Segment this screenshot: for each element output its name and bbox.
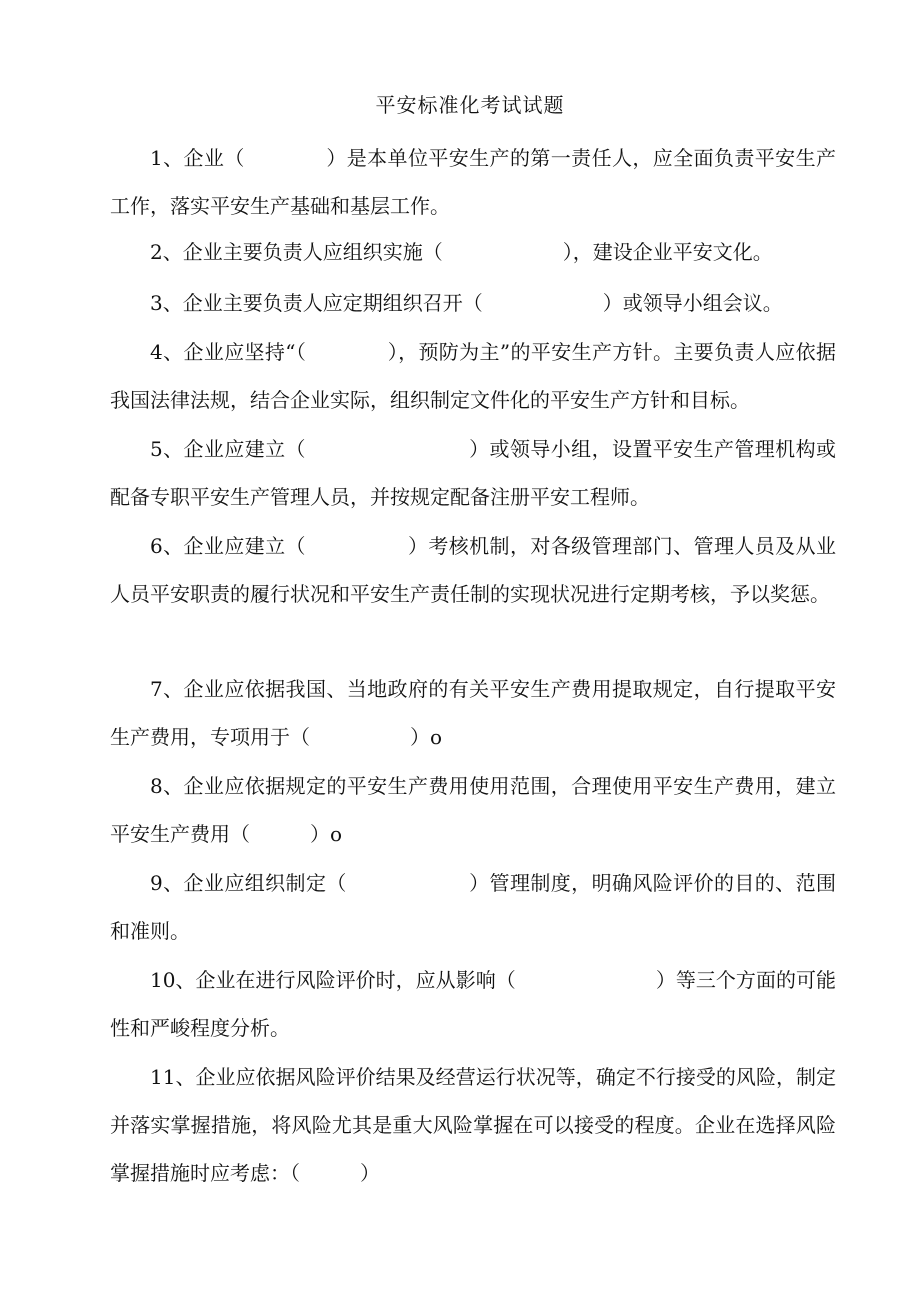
question-8: 8、企业应依据规定的平安生产费用使用范围，合理使用平安生产费用，建立平安生产费用（ ）o: [110, 774, 836, 846]
question-4: 4、企业应坚持“（ ），预防为主”的平安生产方针。主要负责人应依据我国法律法规，结合企业实际，组织制定文件化的平安生产方针和目标。: [110, 340, 836, 412]
question-5: 5、企业应建立（ ）或领导小组，设置平安生产管理机构或配备专职平安生产管理人员，并按规定配备注册平安工程师。: [110, 437, 836, 509]
question-9: 9、企业应组织制定（ ）管理制度，明确风险评价的目的、范围和准则。: [110, 871, 836, 943]
question-2: 2、企业主要负责人应组织实施（ ），建设企业平安文化。: [150, 240, 773, 264]
question-11: 11、企业应依据风险评价结果及经营运行状况等，确定不行接受的风险，制定并落实掌握措施，将风险尤其是重大风险掌握在可以接受的程度。企业在选择风险掌握措施时应考虑：（ ）: [110, 1065, 836, 1185]
question-1: 1、企业（ ）是本单位平安生产的第一责任人，应全面负责平安生产工作，落实平安生产基础和基层工作。: [110, 146, 836, 218]
document-title: 平安标准化考试试题: [375, 93, 565, 117]
question-7: 7、企业应依据我国、当地政府的有关平安生产费用提取规定，自行提取平安生产费用，专项用于（ ）o: [110, 677, 836, 749]
question-10: 10、企业在进行风险评价时，应从影响（ ）等三个方面的可能性和严峻程度分析。: [110, 968, 836, 1040]
question-6: 6、企业应建立（ ）考核机制，对各级管理部门、管理人员及从业人员平安职责的履行状况和平安生产责任制的实现状况进行定期考核，予以奖惩。: [110, 534, 836, 606]
question-3: 3、企业主要负责人应定期组织召开（ ）或领导小组会议。: [150, 291, 783, 315]
